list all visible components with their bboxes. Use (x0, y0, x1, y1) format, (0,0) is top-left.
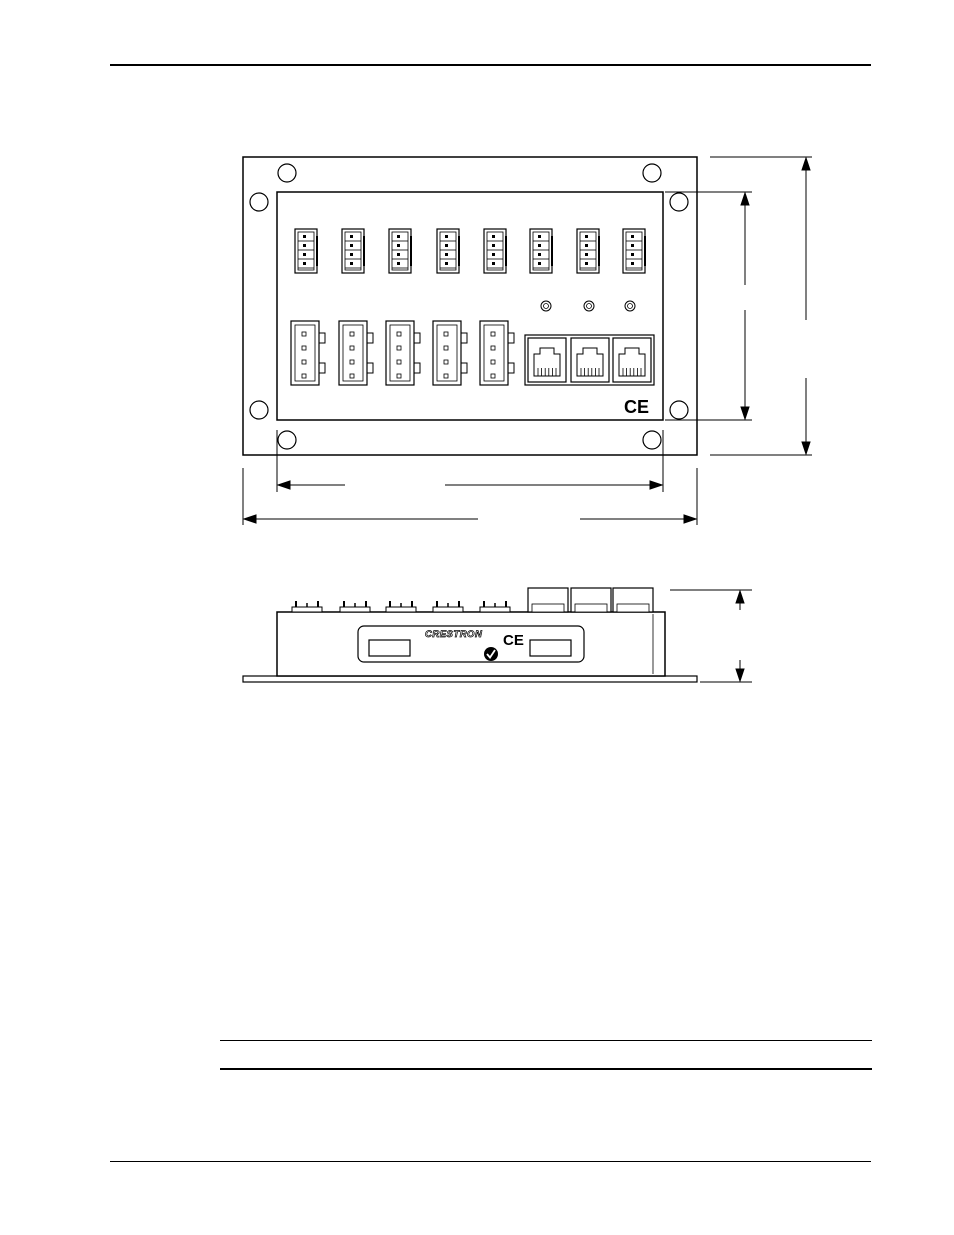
arrow-right-outer (684, 515, 696, 523)
led-indicator-icon (625, 301, 635, 311)
mounting-hole-icon (250, 401, 268, 419)
mounting-hole-icon (278, 431, 296, 449)
side-base-plate (243, 676, 697, 682)
side-label-window-left (369, 640, 410, 656)
side-view (243, 588, 697, 682)
arrow-up-outer (802, 158, 810, 170)
mounting-hole-icon (643, 164, 661, 182)
mounting-hole-icon (250, 193, 268, 211)
side-connector-stub (340, 601, 370, 612)
arrow-down-outer (802, 442, 810, 454)
side-connector-stub (292, 601, 322, 612)
side-rj11-housing (571, 588, 611, 612)
side-rj11-housing (528, 588, 568, 612)
mounting-hole-icon (670, 193, 688, 211)
small-terminal-connector (577, 229, 599, 273)
small-terminal-connector (623, 229, 645, 273)
ce-mark-side: CE (503, 632, 524, 649)
rj11-jack-icon (571, 338, 609, 382)
arrow-up-inner (741, 193, 749, 205)
small-terminal-connector (530, 229, 552, 273)
check-circle-icon (484, 647, 498, 661)
arrow-up-side (736, 591, 744, 603)
arrow-left-outer (244, 515, 256, 523)
mounting-hole-icon (670, 401, 688, 419)
mounting-hole-icon (278, 164, 296, 182)
arrow-right-inner (650, 481, 662, 489)
small-terminal-connector (342, 229, 364, 273)
rj11-jack-icon (528, 338, 566, 382)
side-connector-stub (480, 601, 510, 612)
arrow-left-inner (278, 481, 290, 489)
side-label-window-right (530, 640, 571, 656)
small-terminal-connector (484, 229, 506, 273)
side-rj11-housing (613, 588, 653, 612)
mounting-hole-icon (643, 431, 661, 449)
small-terminal-connector (295, 229, 317, 273)
rj11-jack-icon (613, 338, 651, 382)
brand-logo: CRESTRON (425, 629, 483, 640)
chassis-face (277, 192, 663, 420)
led-indicator-icon (541, 301, 551, 311)
arrow-down-side (736, 669, 744, 681)
small-terminal-connector (389, 229, 411, 273)
ce-mark-front: CE (624, 397, 650, 417)
side-connector-stub (386, 601, 416, 612)
small-terminal-connector (437, 229, 459, 273)
front-view (243, 157, 697, 455)
led-indicator-icon (584, 301, 594, 311)
arrow-down-inner (741, 407, 749, 419)
side-connector-stub (433, 601, 463, 612)
